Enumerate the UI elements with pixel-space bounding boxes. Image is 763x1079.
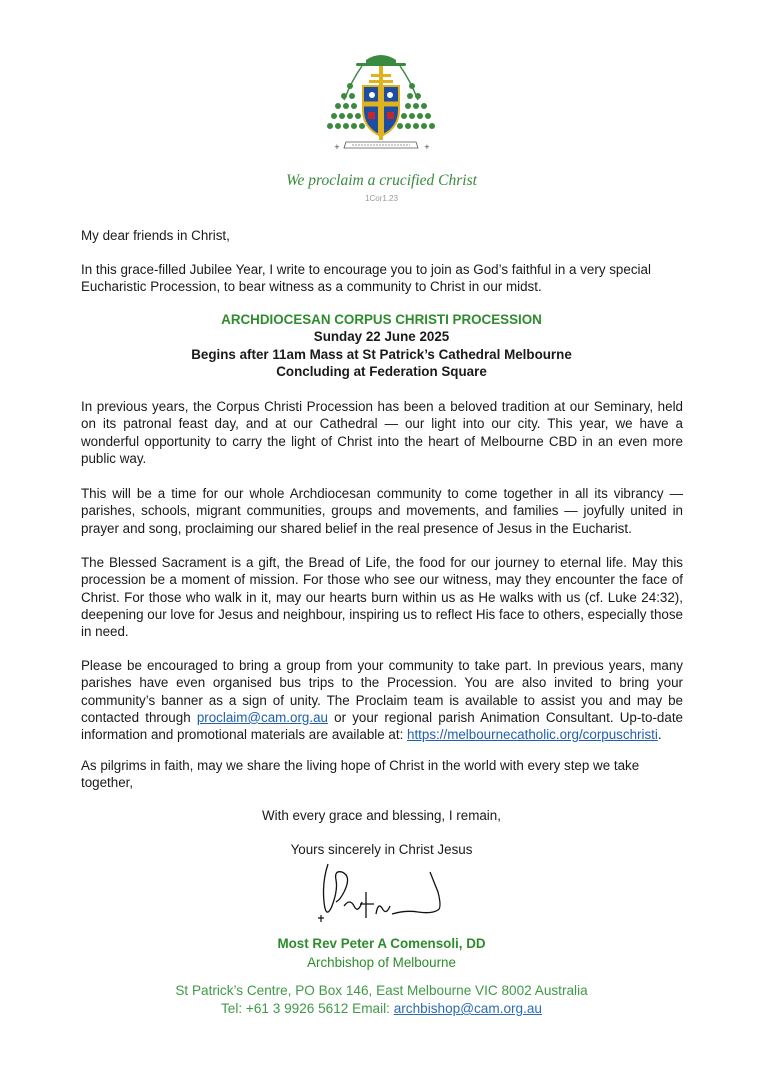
corpus-christi-url-link[interactable]: https://melbournecatholic.org/corpuschristi: [407, 727, 658, 743]
event-begins: Begins after 11am Mass at St Patrick’s Cathedral Melbourne: [191, 346, 572, 362]
svg-text:+: +: [334, 143, 340, 151]
invitation-text-b: or your regional parish Animation Consultant. Up-to-date information and promotional materials are available at:: [81, 709, 683, 743]
paragraph-blessed-sacrament: The Blessed Sacrament is a gift, the Bread of Life, the food for our journey to eternal life. May this procession be a moment of mission. For those who see our witness, may they encounter the face of Christ. For those who walk in it, may our hearts burn within us as He walks with us (cf. Luke 24:32), deepening our love for Jesus and neighbour, inspiring us to reflect His face to others, especially those in need.: [81, 555, 683, 640]
closing-line-1: With every grace and blessing, I remain,: [262, 808, 501, 823]
paragraph-pilgrims: As pilgrims in faith, may we share the living hope of Christ in the world with every step we take together,: [81, 758, 640, 791]
motto-reference: 1Cor1.23: [365, 194, 398, 203]
greeting: My dear friends in Christ,: [81, 228, 230, 243]
svg-text:+: +: [424, 143, 430, 151]
paragraph-community: This will be a time for our whole Archdiocesan community to come together in all its vibrancy — parishes, schools, migrant communities, groups and movements, and families — joyfully united in prayer and song, proclaiming our shared belief in the real presence of Jesus in the Eucharist.: [81, 486, 683, 536]
proclaim-email-link[interactable]: proclaim@cam.org.au: [196, 709, 328, 725]
intro-paragraph: In this grace-filled Jubilee Year, I write to encourage you to join as God’s faithful in a very special Eucharistic Procession, to bear witness as a community to Christ in our midst.: [81, 262, 651, 295]
event-date: Sunday 22 June 2025: [313, 329, 450, 345]
signature-icon: [314, 862, 446, 932]
event-concludes: Concluding at Federation Square: [276, 363, 487, 379]
paragraph-invitation: [81, 657, 683, 743]
footer-address: St Patrick’s Centre, PO Box 146, East Melbourne VIC 8002 Australia: [175, 983, 588, 998]
event-title: ARCHDIOCESAN CORPUS CHRISTI PROCESSION: [221, 312, 542, 327]
invitation-text-c: .: [657, 727, 662, 743]
coat-of-arms-icon: [322, 50, 440, 162]
event-block: [0, 311, 763, 380]
signer-title: Archbishop of Melbourne: [307, 955, 456, 970]
invitation-text-a: Please be encouraged to bring a group from your community to take part. In previous years, many parishes have even organised bus trips to the Procession. You are also invited to bring your community’s banner as a sign of unity. The Proclaim team is available to assist you and may be contacted through: [81, 658, 683, 725]
signer-name: Most Rev Peter A Comensoli, DD: [277, 936, 486, 951]
motto: We proclaim a crucified Christ: [286, 172, 477, 189]
paragraph-previous-years: In previous years, the Corpus Christi Procession has been a beloved tradition at our Seminary, held on its patronal feast day, and at our Cathedral — our light into our city. This year, we have a wonderful opportunity to carry the light of Christ into the heart of Melbourne CBD in an even more public way.: [81, 399, 683, 466]
footer-contact: [0, 1001, 763, 1016]
closing-line-2: Yours sincerely in Christ Jesus: [290, 842, 473, 857]
footer-email-link[interactable]: archbishop@cam.org.au: [393, 1001, 542, 1016]
footer-tel: Tel: +61 3 9926 5612 Email:: [221, 1001, 394, 1016]
